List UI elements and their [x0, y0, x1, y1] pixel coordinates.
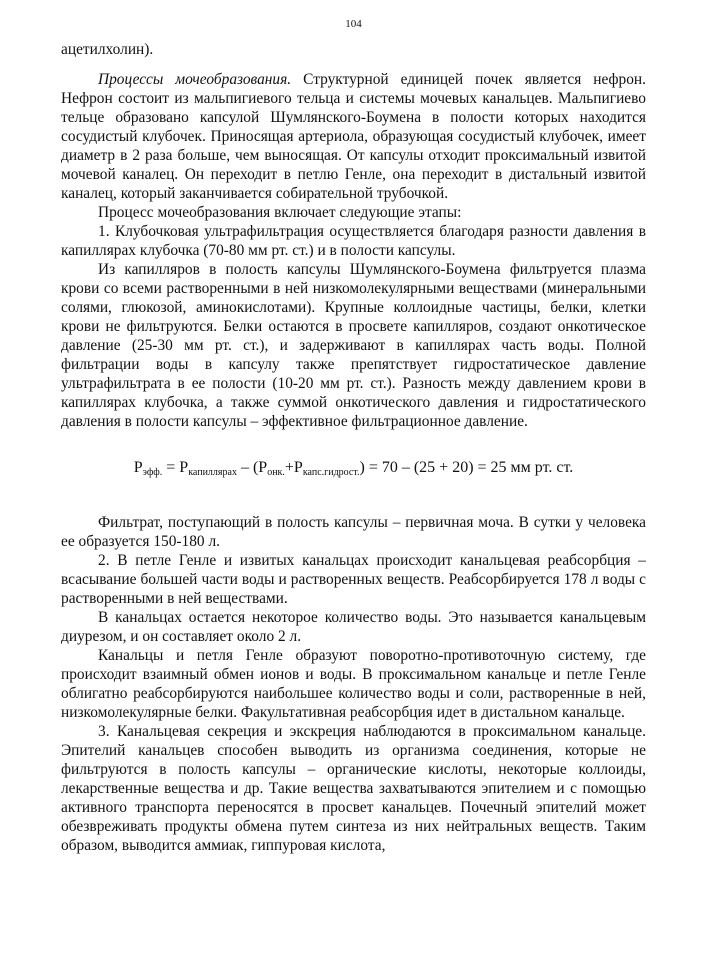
- paragraph-1-text: Структурной единицей почек является нефрон. Нефрон состоит из мальпигиевого тельца и системы мочевых канальцев. Мальпигиево тельце образовано капсулой Шумлянского-Боумена в полости которых находится сосудистый клубочек. Приносящая артериола, образующая сосудистый клубочек, имеет диаметр в 2 раза больше, чем выносящая. От капсулы отходит проксимальный извитой мочевой каналец. Он переходит в петлю Генле, она переходит в дистальный извитой каналец, который заканчивается собирательной трубочкой.: [61, 71, 646, 202]
- body-text: [61, 40, 646, 855]
- paragraph-9: 3. Канальцевая секреция и экскреция наблюдаются в проксимальном канальце. Эпителий канальцев способен выводить из организма соединения, которые не фильтруются в полость капсулы – органические кислоты, некоторые коллоиды, лекарственные вещества и др. Такие вещества захватываются эпителием и с помощью активного транспорта переносятся в просвет канальцев. Почечный эпителий может обезвреживать продукты обмена путем синтеза из них нейтральных веществ. Таким образом, выводится аммиак, гиппуровая кислота,: [61, 723, 646, 854]
- formula-sub-1: эфф.: [142, 467, 163, 478]
- paragraph-8: Канальцы и петля Генле образуют поворотно-противоточную систему, где происходит взаимный обмен ионов и воды. В проксимальном канальце и петле Генле облигатно реабсорбируются наибольшее количество воды и соли, растворенные в ней, низкомолекулярные белки. Факультативная реабсорбция идет в дистальном канальце.: [61, 647, 646, 721]
- formula-part-2: = P: [162, 459, 189, 476]
- formula-sub-4: капс.гидрост.: [302, 467, 360, 478]
- formula-part-5: ) = 70 – (25 + 20) = 25 мм рт. ст.: [359, 459, 574, 476]
- paragraph-6: 2. В петле Генле и извитых канальцах происходит канальцевая реабсорбция – всасывание большей части воды и растворенных веществ. Реабсорбируется 178 л воды с растворенными в ней веществами.: [61, 552, 646, 607]
- paragraph-1: [61, 70, 646, 203]
- paragraph-2: Процесс мочеобразования включает следующие этапы:: [98, 204, 462, 221]
- paragraph-4: Из капилляров в полость капсулы Шумлянского-Боумена фильтруется плазма крови со всеми растворенными в ней низкомолекулярными веществами (минеральными солями, глюкозой, аминокислотами). Крупные коллоидные частицы, белки, клетки крови не фильтруются. Белки остаются в просвете капилляров, создают онкотическое давление (25-30 мм рт. ст.), и задерживают в капиллярах часть воды. Полной фильтрации воды в капсулу также препятствует гидростатическое давление ультрафильтрата в ее полости (10-20 мм рт. ст.). Разность между давлением крови в капиллярах клубочка, а также суммой онкотического давления и гидростатического давления в полости капсулы – эффективное фильтрационное давление.: [61, 261, 646, 430]
- filtration-formula: [61, 456, 646, 485]
- formula-part-4: +P: [284, 459, 303, 476]
- formula-part-1: P: [133, 459, 143, 476]
- paragraph-7: В канальцах остается некоторое количество воды. Это называется канальцевым диурезом, и он составляет около 2 л.: [61, 609, 646, 645]
- formula-sub-3: онк.: [267, 467, 285, 478]
- formula-part-3: – (P: [236, 459, 268, 476]
- formula-sub-2: капиллярах: [188, 467, 237, 478]
- section-heading: Процессы мочеобразования.: [98, 71, 292, 88]
- paragraph-0: ацетилхолин).: [61, 41, 154, 58]
- page-number: 104: [345, 18, 362, 30]
- paragraph-5: Фильтрат, поступающий в полость капсулы – первичная моча. В сутки у человека ее образуется 150-180 л.: [61, 514, 646, 550]
- paragraph-3: 1. Клубочковая ультрафильтрация осуществляется благодаря разности давления в капиллярах клубочка (70-80 мм рт. ст.) и в полости капсулы.: [61, 223, 646, 259]
